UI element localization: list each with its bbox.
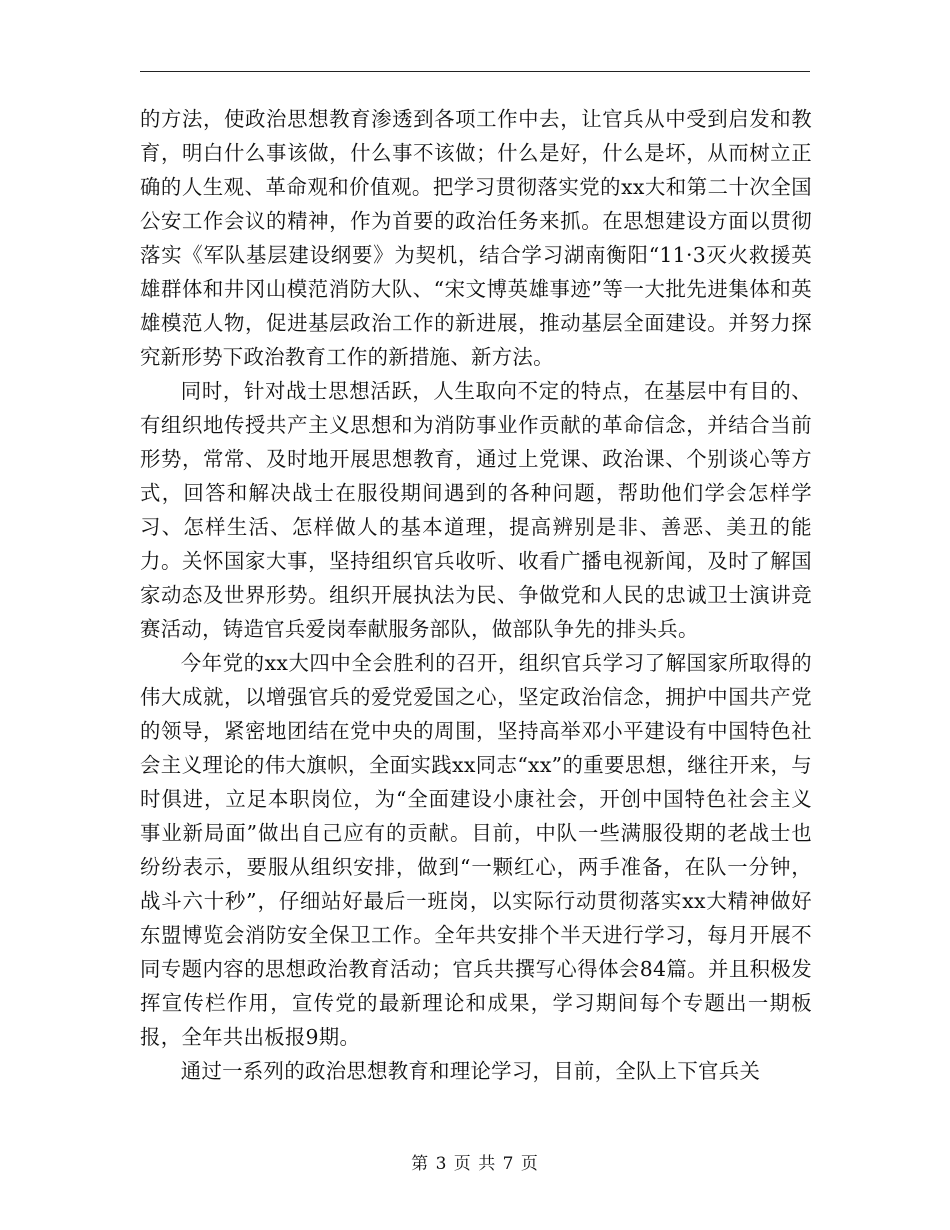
- page-number-footer: 第 3 页 共 7 页: [411, 1154, 539, 1174]
- header-rule: [140, 71, 810, 72]
- paragraph-3: 今年党的xx大四中全会胜利的召开，组织官兵学习了解国家所取得的伟大成就，以增强官兵的爱党爱国之心，坚定政治信念，拥护中国共产党的领导，紧密地团结在党中央的周围，坚持高举邓小平建设有中国特色社会主义理论的伟大旗帜，全面实践xx同志“xx”的重要思想，继往开来，与时俱进，立足本职岗位，为“全面建设小康社会，开创中国特色社会主义事业新局面”做出自己应有的贡献。目前，中队一些满服役期的老战士也纷纷表示，要服从组织安排，做到“一颗红心，两手准备，在队一分钟，战斗六十秒”，仔细站好最后一班岗，以实际行动贯彻落实xx大精神做好东盟博览会消防安全保卫工作。全年共安排个半天进行学习，每月开展不同专题内容的思想政治教育活动；官兵共撰写心得体会84篇。并且积极发挥宣传栏作用，宣传党的最新理论和成果，学习期间每个专题出一期板报，全年共出板报9期。: [140, 651, 812, 1049]
- paragraph-4: 通过一系列的政治思想教育和理论学习，目前，全队上下官兵关: [180, 1059, 761, 1083]
- paragraph-1: 的方法，使政治思想教育渗透到各项工作中去，让官兵从中受到启发和教育，明白什么事该做，什么事不该做；什么是好，什么是坏，从而树立正确的人生观、革命观和价值观。把学习贯彻落实党的xx大和第二十次全国公安工作会议的精神，作为首要的政治任务来抓。在思想建设方面以贯彻落实《军队基层建设纲要》为契机，结合学习湖南衡阳“11·3灭火救援英雄群体和井冈山模范消防大队、“宋文博英雄事迹”等一大批先进集体和英雄模范人物，促进基层政治工作的新进展，推动基层全面建设。并努力探究新形势下政治教育工作的新措施、新方法。: [140, 107, 812, 369]
- paragraph-2: 同时，针对战士思想活跃，人生取向不定的特点，在基层中有目的、有组织地传授共产主义思想和为消防事业作贡献的革命信念，并结合当前形势，常常、及时地开展思想教育，通过上党课、政治课、个别谈心等方式，回答和解决战士在服役期间遇到的各种问题，帮助他们学会怎样学习、怎样生活、怎样做人的基本道理，提高辨别是非、善恶、美丑的能力。关怀国家大事，坚持组织官兵收听、收看广播电视新闻，及时了解国家动态及世界形势。组织开展执法为民、争做党和人民的忠诚卫士演讲竞赛活动，铸造官兵爱岗奉献服务部队，做部队争先的排头兵。: [140, 379, 812, 641]
- body-text: [140, 102, 812, 1088]
